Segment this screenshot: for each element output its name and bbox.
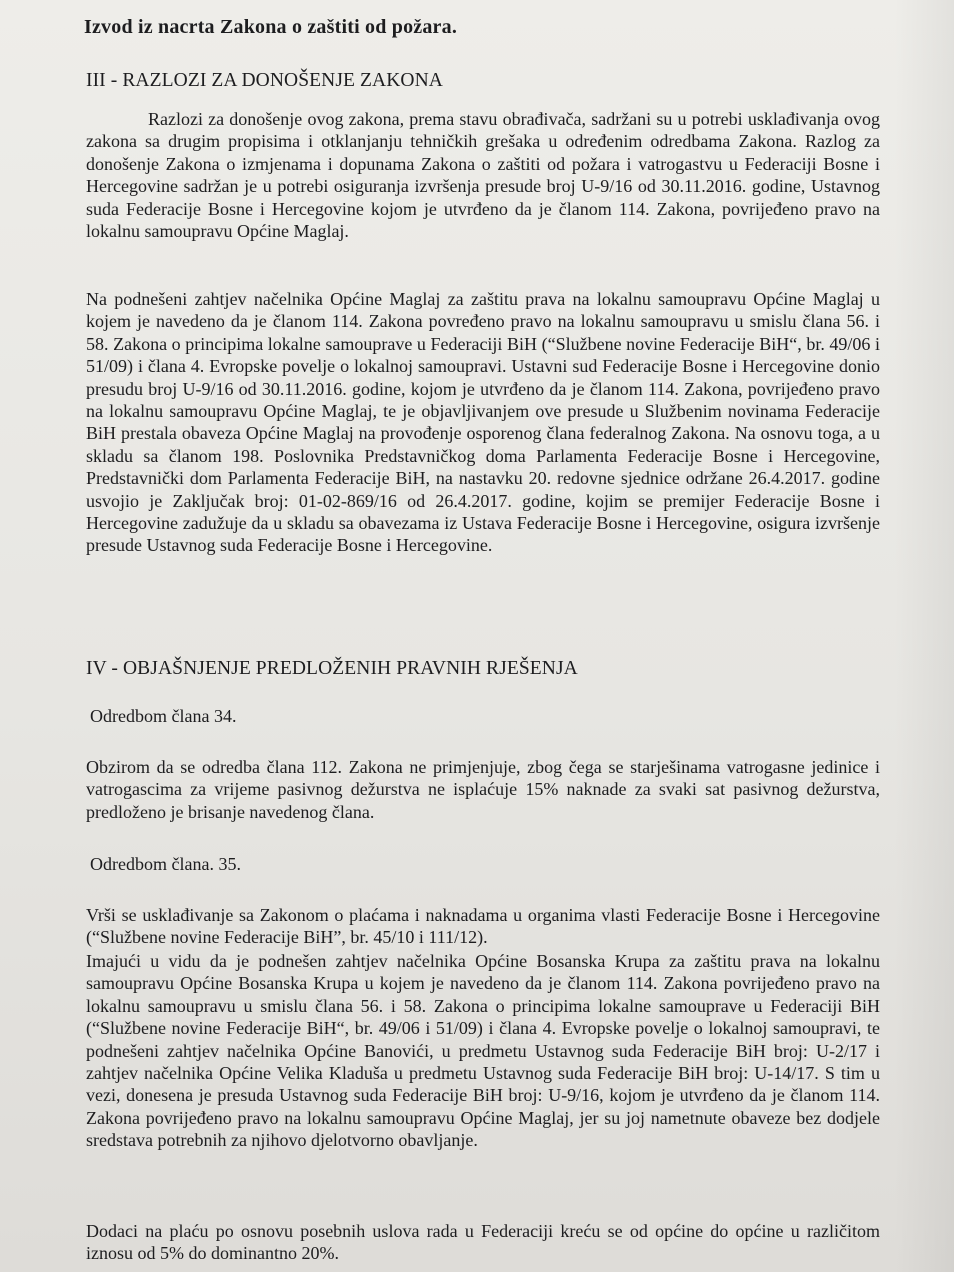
article-35-heading: Odredbom člana. 35. — [90, 854, 241, 874]
paragraph-reasons-maglaj: Na podnešeni zahtjev načelnika Općine Maglaj za zaštitu prava na lokalnu samoupravu Općine Maglaj u kojem je navedeno da je članom 114. Zakona povređeno pravo na lokalnu samoupravu u smislu člana 56. i 58. Zakona o principima lokalne samouprave u Federaciji BiH (“Službene novine Federacije BiH“, br. 49/06 i 51/09) i člana 4. Evropske povelje o lokalnoj samoupravi. Ustavni sud Federacije Bosne i Hercegovine donio presudu broj U-9/16 od 30.11.2016. godine, kojom je utvrđeno da je članom 114. Zakona, povrijeđeno pravo na lokalnu samoupravu Općine Maglaj, te je objavljivanjem ove presude u Službenim novinama Federacije BiH prestala obaveza Općine Maglaj na provođenje osporenog člana federalnog Zakona. Na osnovu toga, a u skladu sa članom 198. Poslovnika Predstavničkog doma Parlamenta Federacije Bosne i Hercegovine, Predstavnički dom Parlamenta Federacije BiH, na nastavku 20. redovne sjednice održane 26.4.2017. godine usvojio je Zaključak broj: 01-02-869/16 od 26.4.2017. godine, kojim se premijer Federacije Bosne i Hercegovine zadužuje da u skladu sa obavezama iz Ustava Federacije Bosne i Hercegovine, osigura izvršenje presude Ustavnog suda Federacije Bosne i Hercegovine. — [86, 289, 880, 556]
paragraph-reasons-intro: Razlozi za donošenje ovog zakona, prema stavu obrađivača, sadržani su u potrebi usklađivanja ovog zakona sa drugim propisima i otklanjanju tehničkih grešaka u određenim odredbama Zakona. Razlog za donošenje Zakona o izmjenama i dopunama Zakona o zaštiti od požara i vatrogastvu u Federaciji Bosne i Hercegovine sadržan je u potrebi osiguranja izvršenja presude broj U-9/16 od 30.11.2016. godine, Ustavnog suda Federacije Bosne i Hercegovine kojom je utvrđeno da je članom 114. Zakona, povrijeđeno pravo na lokalnu samoupravu Općine Maglaj. — [86, 109, 880, 242]
article-34-text: Obzirom da se odredba člana 112. Zakona ne primjenjuje, zbog čega se starješinama vatrogasne jedinice i vatrogascima za vrijeme pasivnog dežurstva ne isplaćuje 15% naknade za svaki sat pasivnog dežurstva, predloženo je brisanje navedenog člana. — [86, 757, 880, 822]
section-heading-reasons: III - RAZLOZI ZA DONOŠENJE ZAKONA — [86, 70, 443, 91]
article-35-text-harmonization: Vrši se usklađivanje sa Zakonom o plaćama i naknadama u organima vlasti Federacije Bosne i Hercegovine (“Službene novine Federacije BiH”, br. 45/10 i 111/12). — [86, 905, 880, 948]
document-title: Izvod iz nacrta Zakona o zaštiti od požara. — [84, 16, 458, 38]
page-shadow — [894, 0, 954, 1272]
article-34-heading: Odredbom člana 34. — [90, 706, 237, 726]
article-35-text-allowances: Dodaci na plaću po osnovu posebnih uslova rada u Federaciji kreću se od općine do općine u različitom iznosu od 5% do dominantno 20%. — [86, 1221, 880, 1264]
section-heading-explanation: IV - OBJAŠNJENJE PREDLOŽENIH PRAVNIH RJEŠENJA — [86, 658, 578, 679]
article-35-text-requests: Imajući u vidu da je podnešen zahtjev načelnika Općine Bosanska Krupa za zaštitu prava na lokalnu samoupravu Općine Bosanska Krupa u kojem je navedeno da je članom 114. Zakona povrijeđeno pravo na lokalnu samoupravu u smislu člana 56. i 58. Zakona o principima lokalne samouprave u Federaciji BiH (“Službene novine Federacije BiH“, br. 49/06 i 51/09) i člana 4. Evropske povelje o lokalnoj samoupravi, te podnešeni zahtjev načelnika Općine Banovići, u predmetu Ustavnog suda Federacije BiH broj: U-2/17 i zahtjev načelnika Općine Velika Kladuša u predmetu Ustavnog suda Federacije BiH broj: U-14/17. S tim u vezi, donesena je presuda Ustavnog suda Federacije BiH broj: U-9/16, kojom je utvrđeno da je članom 114. Zakona povrijeđeno pravo na lokalnu samoupravu Općine Maglaj, jer su joj nametnute obaveze bez dodjele sredstava potrebnih za njihovo djelotvorno obavljanje. — [86, 951, 880, 1151]
